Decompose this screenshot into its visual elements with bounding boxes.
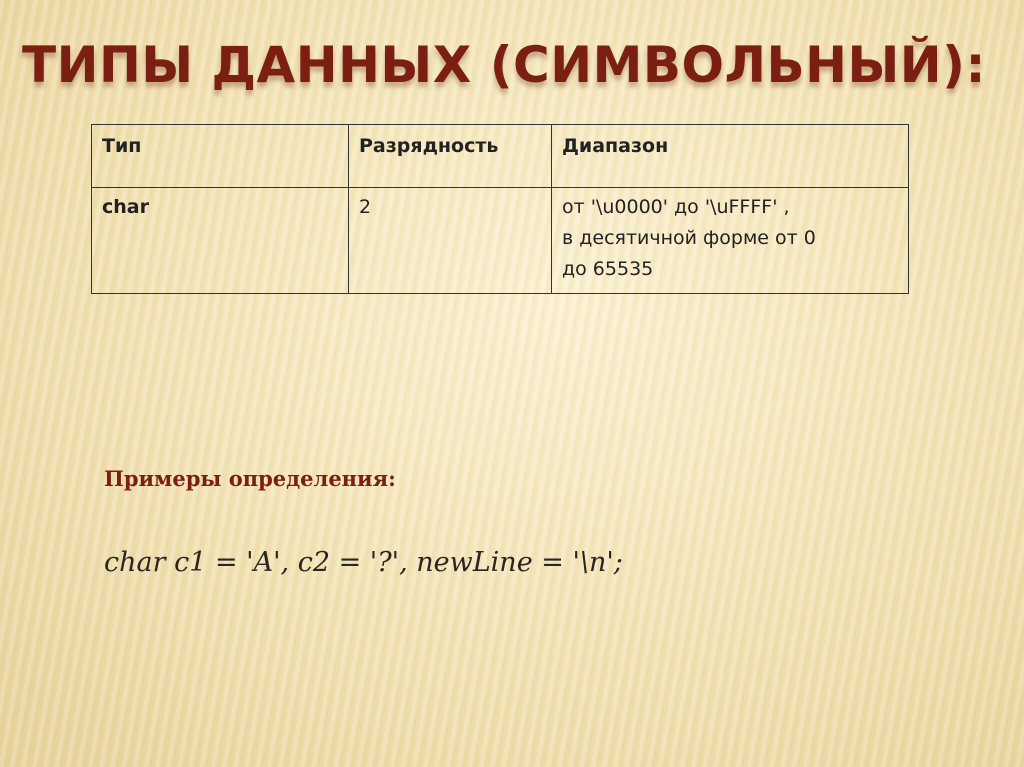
code-example: char c1 = 'A', c2 = '?', newLine = '\n'; (104, 547, 623, 578)
range-line: до 65535 (562, 258, 654, 280)
cell-bits: 2 (349, 188, 552, 294)
table-header-row (92, 125, 909, 188)
table-row (92, 188, 909, 294)
cell-range (552, 188, 909, 294)
header-type: Тип (92, 125, 349, 188)
data-types-table (91, 124, 909, 294)
range-line: от '\u0000' до '\uFFFF' , (562, 196, 790, 218)
header-range: Диапазон (552, 125, 909, 188)
cell-type: char (92, 188, 349, 294)
examples-label: Примеры определения: (104, 466, 396, 491)
range-line: в десятичной форме от 0 (562, 227, 816, 249)
slide-title: ТИПЫ ДАННЫХ (СИМВОЛЬНЫЙ): (22, 36, 986, 94)
header-bits: Разрядность (349, 125, 552, 188)
